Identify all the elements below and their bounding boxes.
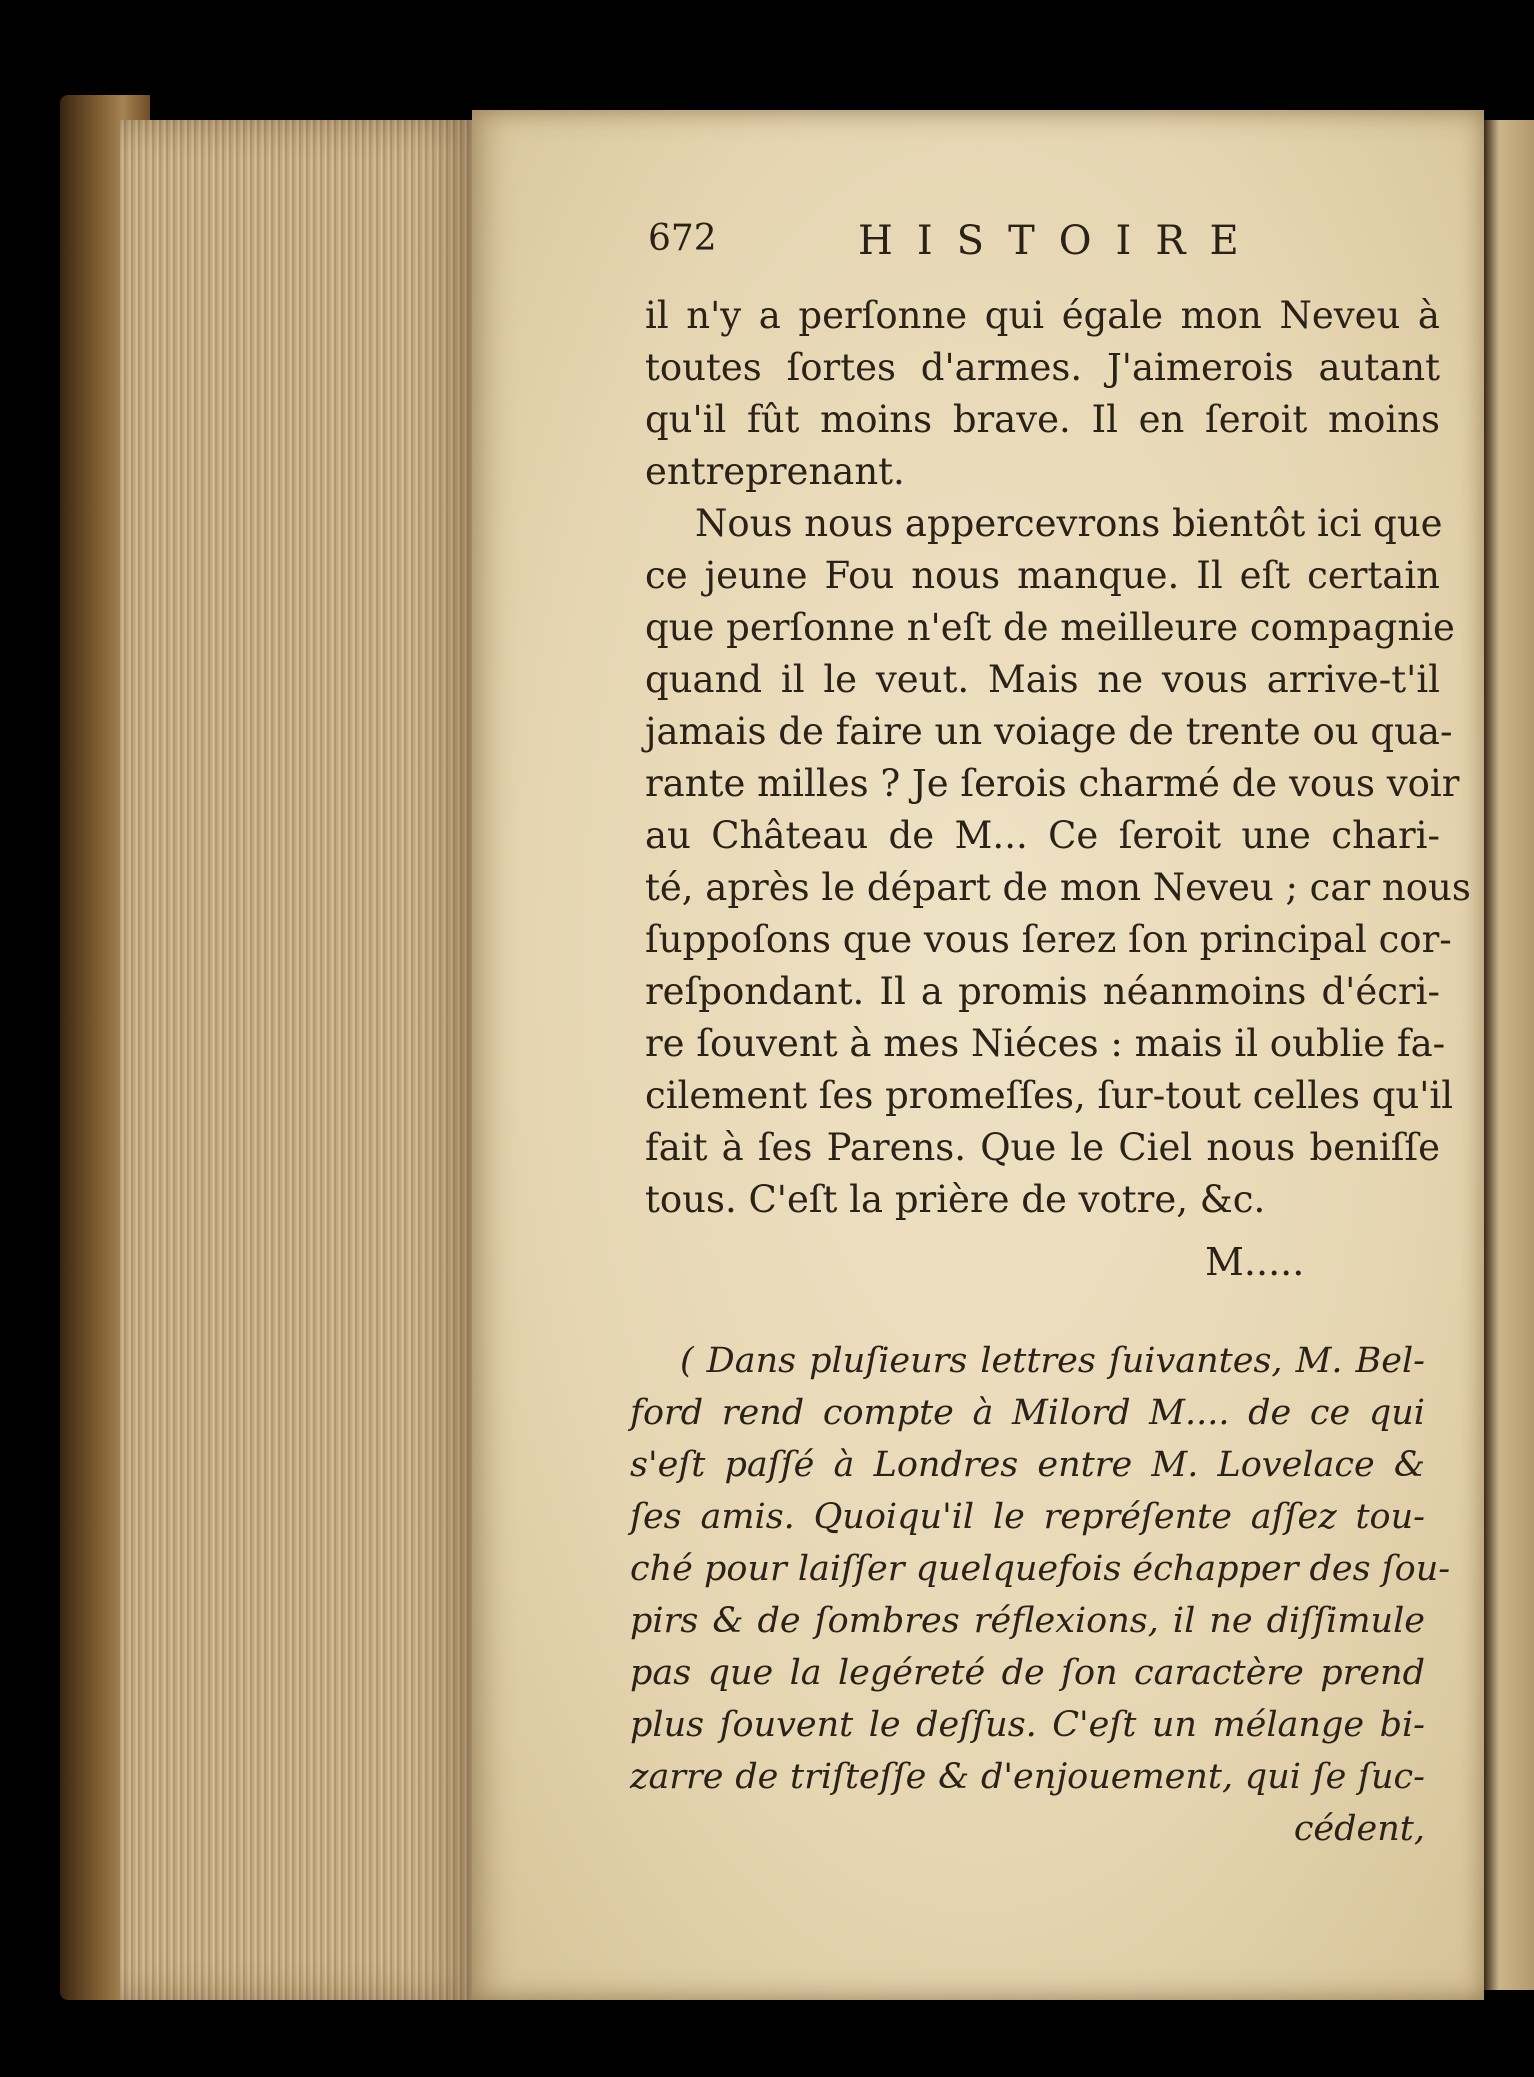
text-line: tous. C'eſt la prière de votre, &c. [645, 1178, 1266, 1221]
editorial-note [630, 1335, 1451, 1855]
note-line: zarre de triſteſſe & d'enjouement, qui ſe ſuc- [630, 1757, 1425, 1797]
text-line: cilement ſes promeſſes, ſur-tout celles qu'il [645, 1074, 1454, 1117]
text-line: rante milles ? Je ſerois charmé de vous voir [645, 762, 1460, 805]
note-line: pirs & de ſombres réflexions, il ne diſſimule [630, 1601, 1425, 1641]
running-head: HISTOIRE [858, 218, 1263, 264]
text-line: té, après le départ de mon Neveu ; car nous [645, 866, 1471, 909]
text-line: toutes ſortes d'armes. J'aimerois autant [645, 346, 1440, 389]
note-line: ſes amis. Quoiqu'il le repréſente aſſez tou- [630, 1497, 1425, 1537]
note-line: ( Dans pluſieurs lettres ſuivantes, M. Bel- [680, 1341, 1425, 1381]
text-line: entreprenant. [645, 450, 905, 493]
text-line: au Château de M... Ce ſeroit une chari- [645, 814, 1440, 857]
text-line: qu'il fût moins brave. Il en ſeroit moins [645, 398, 1440, 441]
note-line: s'eſt paſſé à Londres entre M. Lovelace & [630, 1445, 1425, 1485]
page-number: 672 [648, 218, 717, 259]
text-line: jamais de faire un voiage de trente ou qua- [645, 710, 1453, 753]
page-block-edges [120, 120, 475, 2000]
text-line: re ſouvent à mes Niéces : mais il oublie fa- [645, 1022, 1446, 1065]
note-line: pas que la legéreté de ſon caractère prend [630, 1653, 1425, 1693]
catchword: cédent, [1293, 1809, 1425, 1849]
text-line: Nous nous appercevrons bientôt ici que [695, 502, 1443, 545]
letter-text [645, 290, 1471, 1226]
text-line: fait à ſes Parens. Que le Ciel nous beniſſe [645, 1126, 1440, 1169]
text-line: ce jeune Fou nous manque. Il eſt certain [645, 554, 1440, 597]
text-line: que perſonne n'eſt de meilleure compagnie [645, 606, 1455, 649]
note-line: ford rend compte à Milord M.... de ce qui [630, 1393, 1425, 1433]
page-header [648, 218, 1268, 268]
text-line: reſpondant. Il a promis néanmoins d'écri- [645, 970, 1440, 1013]
note-line: ché pour laiſſer quelquefois échapper des ſou- [630, 1549, 1451, 1589]
note-line: plus ſouvent le deſſus. C'eſt un mélange bi- [630, 1705, 1425, 1745]
text-line: quand il le veut. Mais ne vous arrive-t'il [645, 658, 1440, 701]
text-line: il n'y a perſonne qui égale mon Neveu à [645, 294, 1440, 337]
text-line: ſuppoſons que vous ſerez ſon principal cor- [645, 918, 1452, 961]
facing-page-edge [1484, 120, 1534, 1990]
letter-signature: M..... [1205, 1240, 1305, 1284]
